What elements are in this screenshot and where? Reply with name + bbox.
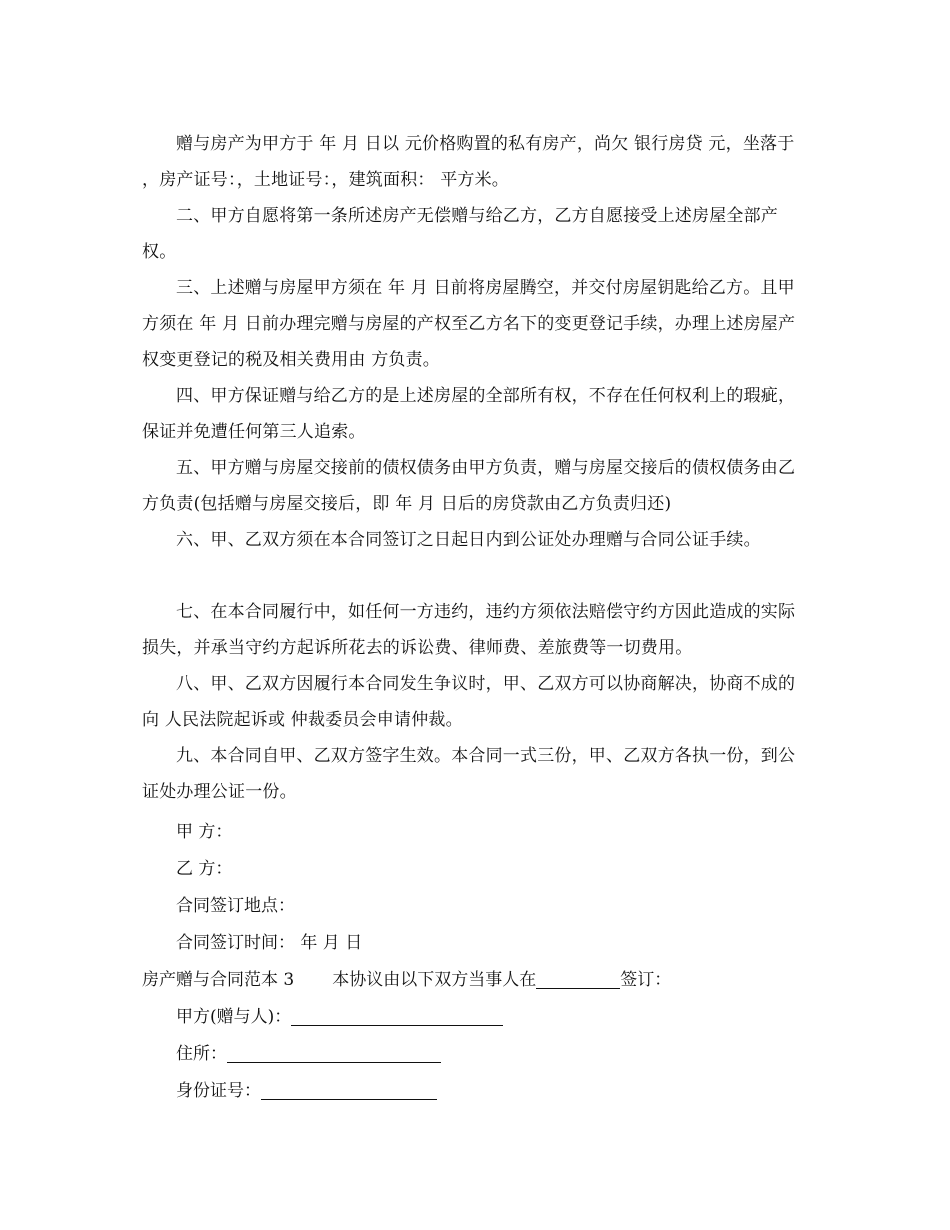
sample3-intro-prefix: 本协议由以下双方当事人在 (332, 970, 537, 990)
donor-line (176, 999, 503, 1035)
signature-party-a: 甲 方： (176, 822, 233, 842)
sample3-title: 房产赠与合同范本 3 (142, 970, 295, 990)
signature-time: 合同签订时间： 年 月 日 (176, 933, 363, 953)
paragraph-clause-9: 九、本合同自甲、乙双方签字生效。本合同一式三份，甲、乙双方各执一份，到公证处办理公证一份。 (142, 746, 796, 802)
id-number-blank[interactable] (261, 1079, 437, 1100)
address-blank[interactable] (227, 1042, 441, 1063)
paragraph-clause-4: 四、甲方保证赠与给乙方的是上述房屋的全部所有权，不存在任何权利上的瑕疵，保证并免遭任何第三人追索。 (142, 386, 796, 442)
donor-label: 甲方(赠与人)： (176, 1007, 292, 1027)
paragraph-clause-6: 六、甲、乙双方须在本合同签订之日起日内到公证处办理赠与合同公证手续。 (176, 530, 761, 550)
paragraph-clause-5: 五、甲方赠与房屋交接前的债权债务由甲方负责，赠与房屋交接后的债权债务由乙方负责(包括赠与房屋交接后，即 年 月 日后的房贷款由乙方负责归还) (142, 458, 796, 514)
address-line (176, 1036, 441, 1072)
address-label: 住所： (176, 1044, 227, 1064)
paragraph-property-description: 赠与房产为甲方于 年 月 日以 元价格购置的私有房产，尚欠 银行房贷 元，坐落于 ，房产证号：，土地证号：，建筑面积： 平方米。 (142, 134, 795, 190)
sample3-heading-line (142, 962, 671, 998)
signature-party-b: 乙 方： (176, 859, 233, 879)
paragraph-clause-8: 八、甲、乙双方因履行本合同发生争议时，甲、乙双方可以协商解决，协商不成的向 人民法院起诉或 仲裁委员会申请仲裁。 (142, 674, 796, 730)
paragraph-clause-2: 二、甲方自愿将第一条所述房产无偿赠与给乙方，乙方自愿接受上述房屋全部产权。 (142, 206, 778, 262)
paragraph-clause-7: 七、在本合同履行中，如任何一方违约，违约方须依法赔偿守约方因此造成的实际损失，并承当守约方起诉所花去的诉讼费、律师费、差旅费等一切费用。 (142, 602, 796, 658)
paragraph-clause-3: 三、上述赠与房屋甲方须在 年 月 日前将房屋腾空，并交付房屋钥匙给乙方。且甲方须在 年 月 日前办理完赠与房屋的产权至乙方名下的变更登记手续，办理上述房屋产权变更登记的税及相关费用由 方负责。 (142, 278, 796, 370)
id-line (176, 1073, 437, 1109)
donor-name-blank[interactable] (291, 1005, 503, 1026)
signing-place-blank[interactable] (536, 968, 620, 989)
sample3-intro-suffix: 签订： (620, 970, 672, 990)
signature-place: 合同签订地点： (176, 896, 295, 916)
id-label: 身份证号： (176, 1081, 261, 1101)
